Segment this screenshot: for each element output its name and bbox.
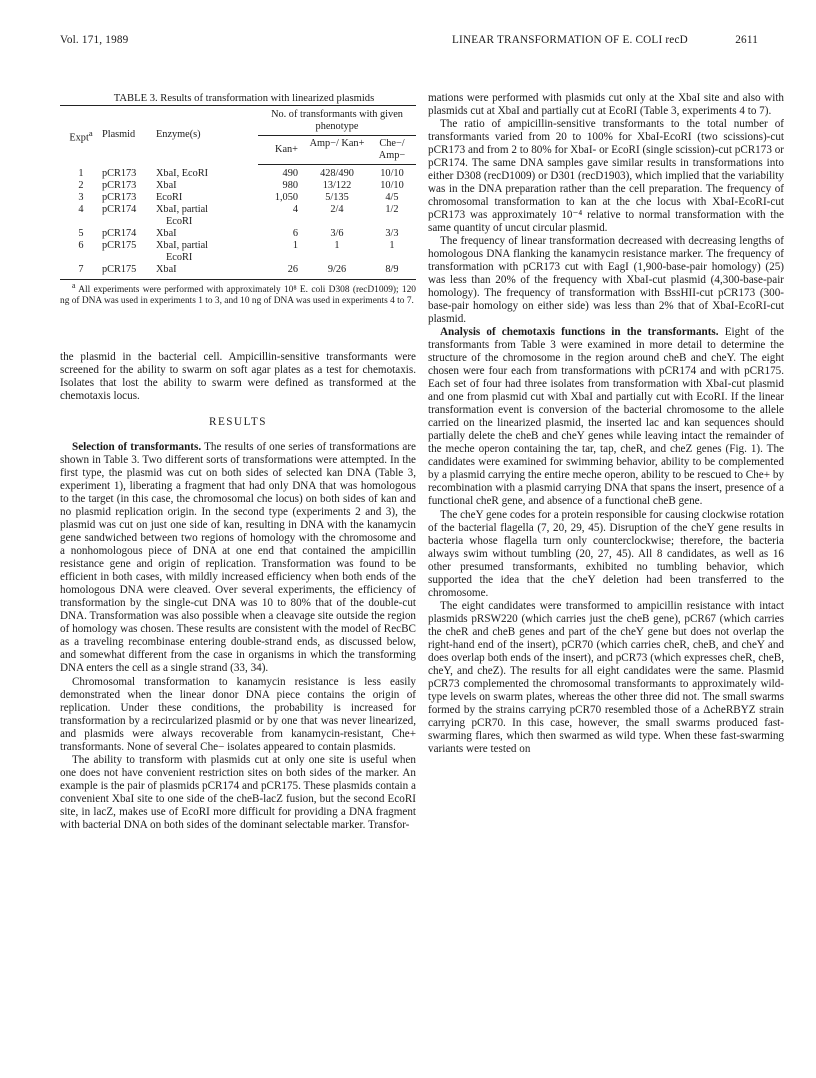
paragraph-eight-candidates: The eight candidates were transformed to ampicillin resistance with intact plasmids pRSW220 (which carries just the cheB gene), pCR67 (which carries the cheR and cheB genes and part of the cheY gene but does not overlap the right-hand end of the insert), pCR70 (which carries cheR, cheB, and cheY and does overlap both ends of the insert), and pCR73 (which expresses cheR, cheB, cheY, and cheZ). The results for all eight candidates were the same. Plasmid pCR73 complemented the chromosomal transformants to approximately wild-type levels on swarm plates, whereas the other three did not. The small swarms formed by the strains carrying pCR70 resembled those of a ΔcheRBYZ strain carrying pCR70. In this case, however, the small swarms produced fast-swarming flares, which then swarmed as wild type. When these fast-swarming variants were tested on (428, 599, 784, 755)
table-title: TABLE 3. Results of transformation with linearized plasmids (113, 93, 375, 104)
left-column (60, 92, 416, 832)
runin-heading-analysis: Analysis of chemotaxis functions in the transformants. (440, 326, 719, 339)
col-header-amp: Amp−/ Kan+ (306, 136, 368, 165)
table-row: 2 pCR173 XbaI 980 13/122 10/10 (78, 180, 404, 192)
table-row: 4 pCR174 XbaI, partial EcoRI 4 2/4 1/2 (78, 204, 399, 228)
paragraph-ratio: The ratio of ampicillin-sensitive transformants to the total number of transformants varied from 20 to 100% for XbaI-EcoRI (two scissions)-cut pCR173 and from 2 to 80% for XbaI- or EcoRI (single scission)-cut pCR173 or pCR174. The same DNA samples gave similar results in transformations into either D308 (recD1009) or D301 (recD1903), which implied that the variability was in the DNA preparation rather than the cell preparation. The frequency of chromosomal transformation to kan at the che locus with XbaI-EcoRI-cut pCR173 was approximately 10⁻⁴ relative to normal transformation with the same quantity of uncut circular plasmid. (428, 118, 784, 235)
paragraph-continued: the plasmid in the bacterial cell. Ampicillin-sensitive transformants were screened for the ability to swarm on soft agar plates as a test for chemotaxis. Isolates that lost the ability to swarm were defined as transformed at the chemotaxis locus. (60, 351, 416, 403)
col-group-header: No. of transformants with given phenotype (258, 106, 416, 136)
col-header-expt: Expt$^a$ (60, 106, 102, 165)
paragraph-selection: Selection of transformants. The results of one series of transformations are shown in Table 3. Two different sorts of transformations were attempted. In the first type, the plasmid was cut on both sides of selected kan DNA (Table 3, experiment 1), liberating a fragment that had only DNA that was homologous to the target (in this case, the chromosomal che locus) on both sides of kan and no plasmid replication origin. In the second type (experiments 2 and 3), the plasmid was cut on just one side of kan, resulting in DNA with the kanamycin gene sandwiched between two regions of homology with the chromosome and a nonhomologous piece of DNA at one end that contained the ampicillin resistance gene and origin of replication. Transformation was found to be efficient in both cases, with mildly increased efficiency when both ends of the homologous DNA were cleaved. Over several experiments, the efficiency of transformation by the single-cut DNA was 10 to 80% that of the double-cut DNA. Transformation was also possible when a cleavage site outside the region of homology was chosen. These results are consistent with the model of RecBC as a traveling recombinase entering double-strand ends, as discussed below, and somewhat different from the case in organisms in which the transforming DNA enters the cell as a single strand (33, 34). (60, 441, 416, 675)
col-header-enzyme: Enzyme(s) (156, 106, 258, 165)
col-header-che: Che−/ Amp− (368, 136, 416, 165)
right-column (428, 92, 784, 756)
table-row: 1 pCR173 XbaI, EcoRI 490 428/490 10/10 (78, 167, 404, 180)
paragraph-chey: The cheY gene codes for a protein responsible for causing clockwise rotation of the bacterial flagella (7, 20, 29, 45). Disruption of the cheY gene results in bacteria whose flagella turn only counterclockwise; therefore, the bacteria always swim without tumbling (20, 27, 45). All 8 candidates, as well as 16 other presumed transformants, exhibited no tumbling behavior, which supported the idea that the cheY deletion had been transferred to the chromosome. (428, 508, 784, 599)
paragraph-frequency: The frequency of linear transformation decreased with decreasing lengths of homologous DNA flanking the kanamycin resistance marker. The frequency of transformation with pCR173 cut with EagI (1,900-base-pair homology) (25) was less than 20% of the frequency with XbaI-cut plasmid (4,300-base-pair homology). The frequency of transformation with BssHII-cut pCR173 (300-base-pair homology on either side) was less than 2% that of XbaI-EcoRI-cut plasmid. (428, 235, 784, 326)
table-row: 3 pCR173 EcoRI 1,050 5/135 4/5 (78, 192, 399, 204)
paragraph-ability: The ability to transform with plasmids cut at only one site is useful when one does not have convenient restriction sites on both sides of the marker. An example is the pair of plasmids pCR174 and pCR175. These plasmids contain a convenient XbaI site to one side of the cheB-lacZ fusion, but the second EcoRI site, in lacZ, makes use of EcoRI more difficult for providing a DNA fragment with bacterial DNA on both sides of the dominant selectable marker. Transfor- (60, 753, 416, 831)
table-row: 5 pCR174 XbaI 6 3/6 3/3 (78, 228, 399, 240)
section-heading-results: RESULTS (209, 416, 267, 429)
spacer (60, 307, 416, 351)
paragraph-chromosomal: Chromosomal transformation to kanamycin resistance is less easily demonstrated when the linear donor DNA piece contains the origin of replication. Under these conditions, the probability is increased for transformation by a recircularized plasmid or by one that was never linearized, and plasmids were always recoverable from kanamycin-resistant, Che+ transformants. None of several Che− isolates appeared to contain plasmids. (60, 675, 416, 753)
paragraph-continued-right: mations were performed with plasmids cut only at the XbaI site and also with plasmids cut at XbaI and partially cut at EcoRI (Table 3, experiments 4 to 7). (428, 92, 784, 118)
running-header-title: LINEAR TRANSFORMATION OF E. COLI recD (452, 34, 688, 46)
paragraph-analysis: Analysis of chemotaxis functions in the transformants. Eight of the transformants from Table 3 were examined in more detail to determine the structure of the chromosome in the region around cheB and cheY. The eight chosen were four each from transformations with pCR174 and with pCR175. Each set of four had three isolates from transformation with XbaI-cut plasmid and one from plasmid cut with XbaI and partially cut with EcoRI. If the linear transformation event is conversion of the bacterial chromosome to the allele carried on the linearized plasmid, the inserted lac and kan sequences should partially delete the cheB and cheY genes while leaving intact the remainder of the meche operon containing the tar, tap, cheR, and cheZ genes (Fig. 1). The candidates were examined for swimming behavior, ability to be complemented by a plasmid carrying the entire meche operon, ability to be rescued to Che+ by recombination with a plasmid carrying DNA that spans the insert, presence of a functional cheR gene, and absence of a functional cheB gene. (428, 326, 784, 508)
table-row: 7 pCR175 XbaI 26 9/26 8/9 (60, 264, 416, 280)
runin-heading-selection: Selection of transformants. (72, 441, 202, 454)
running-header-volume: Vol. 171, 1989 (60, 34, 129, 46)
results-table (60, 105, 416, 280)
col-header-kan: Kan+ (258, 136, 306, 165)
table-footnote: $^a$ All experiments were performed with approximately 10⁸ E. coli D308 (recD1009); 120 ng of DNA was used in experiments 1 to 3, and 10 ng of DNA was used in experiments 4 to 7. (60, 281, 416, 307)
col-header-plasmid: Plasmid (102, 106, 156, 165)
table-row: 6 pCR175 XbaI, partial EcoRI 1 1 1 (78, 240, 395, 264)
page-number: 2611 (735, 34, 758, 46)
